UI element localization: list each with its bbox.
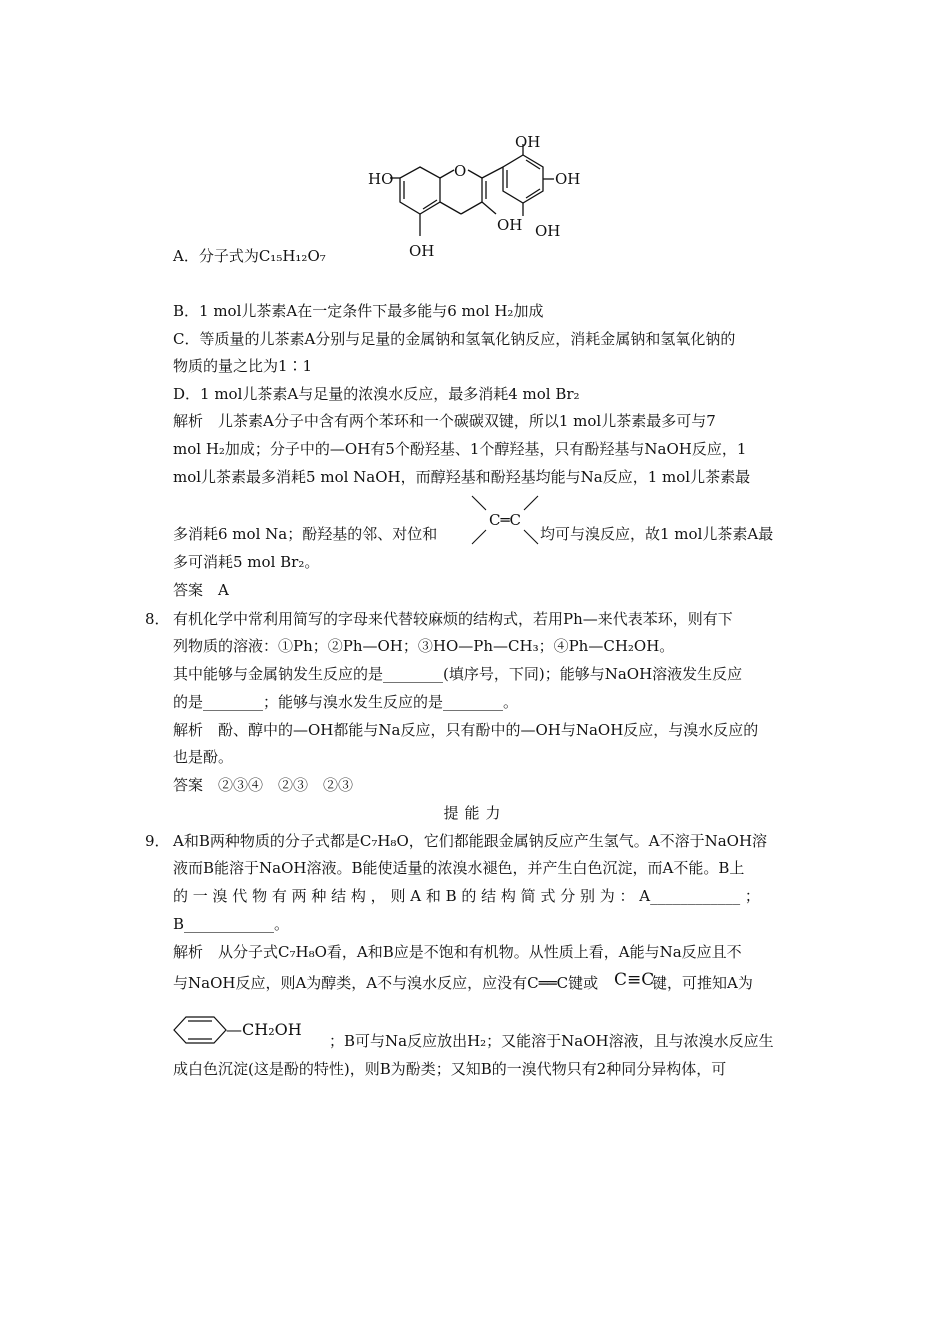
label-oh-bottom-right: OH	[535, 222, 561, 240]
q7-option-b: B．1 mol儿茶素A在一定条件下最多能与6 mol H₂加成	[173, 302, 544, 320]
label-o-ring: O	[454, 162, 467, 180]
cc-double-bond-label: C═C	[489, 511, 521, 529]
q8-answer: 答案 ②③④ ②③ ②③	[173, 776, 354, 794]
q7-explanation-line4a: 多消耗6 mol Na；酚羟基的邻、对位和	[173, 525, 438, 543]
benzyl-group-label: —CH₂OH	[226, 1020, 302, 1039]
q8-line4: 的是________；能够与溴水发生反应的是________。	[173, 693, 519, 711]
q7-option-c-line2: 物质的量之比为1∶1	[173, 357, 313, 375]
q9-explanation-line2a: 与NaOH反应，则A为醇类，A不与溴水反应，应没有C══C键或	[173, 974, 599, 992]
label-oh-top: OH	[515, 133, 541, 151]
label-oh-right: OH	[555, 170, 581, 188]
q9-explanation-line2b: 键，可推知A为	[652, 974, 753, 992]
alkene-double-bond	[466, 492, 544, 548]
q8-explanation-line2: 也是酚。	[173, 748, 234, 766]
q7-explanation-line2: mol H₂加成；分子中的—OH有5个酚羟基、1个醇羟基，只有酚羟基与NaOH反应，1	[173, 440, 747, 458]
q8-line2: 列物质的溶液：①Ph；②Ph—OH；③HO—Ph—CH₃；④Ph—CH₂OH。	[173, 637, 675, 655]
q8-line1: 有机化学中常利用简写的字母来代替较麻烦的结构式，若用Ph—来代表苯环，则有下	[173, 610, 733, 628]
q7-explanation-line3: mol儿茶素最多消耗5 mol NaOH，而醇羟基和酚羟基均能与Na反应，1 mol儿茶素最	[173, 468, 751, 486]
q7-option-c-line1: C．等质量的儿茶素A分别与足量的金属钠和氢氧化钠反应，消耗金属钠和氢氧化钠的	[173, 330, 736, 348]
q8-explanation-line1: 解析 酚、醇中的—OH都能与Na反应，只有酚中的—OH与NaOH反应，与溴水反应的	[173, 721, 759, 739]
q7-explanation-line5: 多可消耗5 mol Br₂。	[173, 553, 320, 571]
q9-line1: A和B两种物质的分子式都是C₇H₈O，它们都能跟金属钠反应产生氢气。A不溶于NaOH溶	[173, 832, 768, 850]
q9-line3: 的 一 溴 代 物 有 两 种 结 构 ， 则 A 和 B 的 结 构 简 式 分 别 为 ： A____________ ；	[173, 887, 760, 905]
q9-explanation-line3: ；B可与Na反应放出H₂；又能溶于NaOH溶液，且与浓溴水反应生	[329, 1032, 774, 1050]
q8-number: 8．	[145, 610, 170, 628]
q9-line2: 液而B能溶于NaOH溶液。B能使适量的浓溴水褪色，并产生白色沉淀，而A不能。B上	[173, 859, 745, 877]
q9-explanation-line4: 成白色沉淀(这是酚的特性)，则B为酚类；又知B的一溴代物只有2种同分异构体，可	[173, 1060, 727, 1078]
triple-bond-label: C≡C	[614, 970, 655, 990]
q7-explanation-line1: 解析 儿茶素A分子中含有两个苯环和一个碳碳双键，所以1 mol儿茶素最多可与7	[173, 412, 716, 430]
q7-explanation-line4b: 均可与溴反应，故1 mol儿茶素A最	[540, 525, 774, 543]
q8-line3: 其中能够与金属钠发生反应的是________(填序号，下同)；能够与NaOH溶液发生反应	[173, 665, 743, 683]
label-ho-left: HO	[368, 170, 394, 188]
q9-number: 9．	[145, 832, 170, 850]
section-title: 提能力	[443, 804, 507, 822]
q9-explanation-line1: 解析 从分子式C₇H₈O看，A和B应是不饱和有机物。从性质上看，A能与Na反应且不	[173, 943, 742, 961]
label-oh-bottom: OH	[409, 242, 435, 260]
q7-option-d: D．1 mol儿茶素A与足量的浓溴水反应，最多消耗4 mol Br₂	[173, 385, 580, 403]
q9-line4: B____________。	[173, 915, 290, 933]
q7-answer: 答案 A	[173, 581, 229, 599]
catechin-structure	[360, 130, 620, 265]
benzyl-alcohol-structure	[170, 1008, 330, 1052]
q7-option-a: A．分子式为C₁₅H₁₂O₇	[173, 247, 326, 265]
label-oh-ring3: OH	[497, 216, 523, 234]
